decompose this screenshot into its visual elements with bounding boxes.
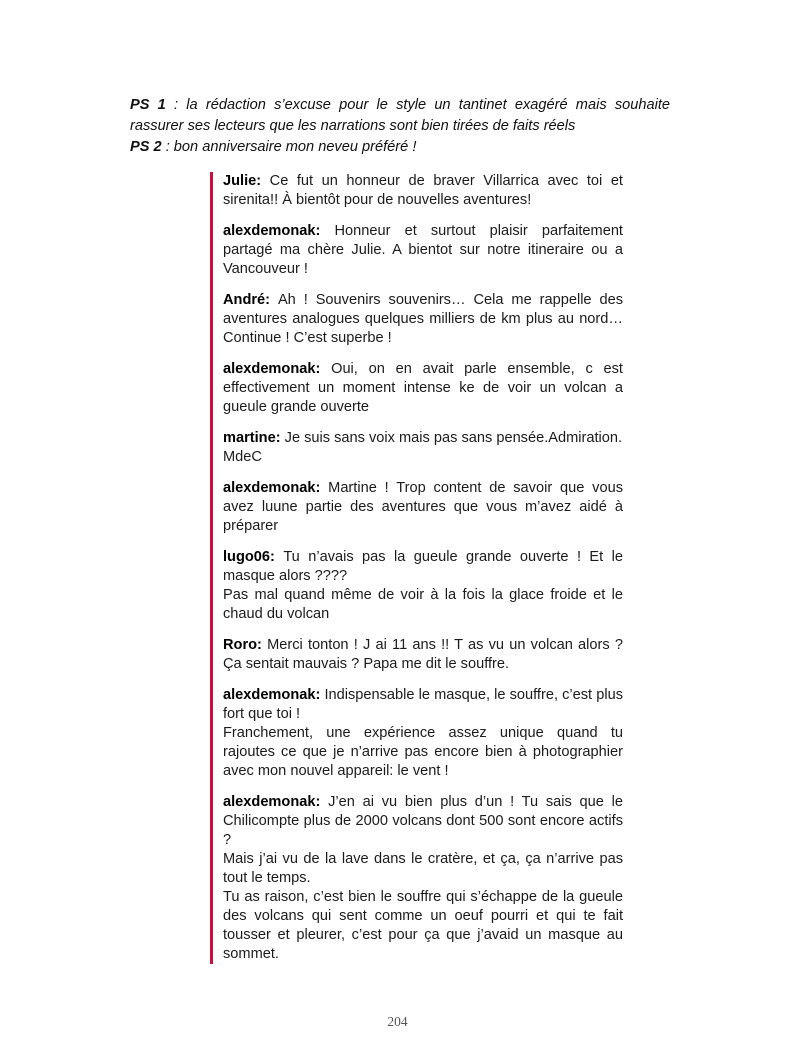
comment-text: Tu as raison, c’est bien le souffre qui s’échappe de la gueule des volcans qui sent comme un oeuf pourri et qui te fait tousser et pleurer, c’est pour ça que j’avaid un masque au sommet. — [223, 889, 623, 962]
comment — [223, 548, 623, 624]
comment — [223, 291, 623, 348]
comment-text: Franchement, une expérience assez unique quand tu rajoutes ce que je n’arrive pas encore bien à photographier avec mon nouvel appareil: le vent ! — [223, 725, 623, 779]
comment-text: alexdemonak: Indispensable le masque, le souffre, c’est plus fort que toi ! — [223, 687, 623, 722]
comment-author: alexdemonak: — [223, 687, 325, 703]
comment — [223, 172, 623, 210]
comment-author: alexdemonak: — [223, 480, 329, 496]
comment-text: MdeC — [223, 449, 262, 465]
comments-list — [210, 172, 623, 964]
comment-text: alexdemonak: Honneur et surtout plaisir parfaitement partagé ma chère Julie. A bientot sur notre itineraire ou a Vancouveur ! — [223, 223, 623, 277]
comment-author: alexdemonak: — [223, 223, 335, 239]
comment-text: alexdemonak: Martine ! Trop content de savoir que vous avez luune partie des aventures que vous m’avez aidé à préparer — [223, 480, 623, 534]
page-number: 204 — [387, 1014, 408, 1029]
postscript-1-text: : la rédaction s’excuse pour le style un tantinet exagéré mais souhaite rassurer ses lecteurs que les narrations sont bien tirées de faits réels — [130, 97, 671, 134]
postscript-1-label: PS 1 — [130, 97, 166, 113]
comment-text: Mais j’ai vu de la lave dans le cratère, et ça, ça n’arrive pas tout le temps. — [223, 851, 623, 886]
comment-text: Julie: Ce fut un honneur de braver Villarrica avec toi et sirenita!! À bientôt pour de nouvelles aventures! — [223, 173, 623, 208]
comment-text: martine: Je suis sans voix mais pas sans pensée.Admiration. — [223, 430, 623, 446]
comment-author: Roro: — [223, 637, 268, 653]
comment-text: alexdemonak: Oui, on en avait parle ensemble, c est effectivement un moment intense ke de voir un volcan a gueule grande ouverte — [223, 361, 623, 415]
comment-text: Roro: Merci tonton ! J ai 11 ans !! T as vu un volcan alors ? Ça sentait mauvais ? Papa me dit le souffre. — [223, 637, 623, 672]
postscript-block — [130, 95, 670, 158]
postscript-2-text: : bon anniversaire mon neveu préféré ! — [161, 139, 417, 155]
comment — [223, 222, 623, 279]
comment-author: André: — [223, 292, 278, 308]
comment-author: Julie: — [223, 173, 270, 189]
comment — [223, 686, 623, 781]
comment — [223, 429, 623, 467]
comment-author: alexdemonak: — [223, 794, 329, 810]
comment-author: lugo06: — [223, 549, 284, 565]
postscript-2 — [130, 137, 670, 158]
comment — [223, 636, 623, 674]
comment-text: alexdemonak: J’en ai vu bien plus d’un ! Tu sais que le Chilicompte plus de 2000 volcans dont 500 sont encore actifs ? — [223, 794, 624, 848]
comment — [223, 360, 623, 417]
comment-text: Pas mal quand même de voir à la fois la glace froide et le chaud du volcan — [223, 587, 623, 622]
comment-text: André: Ah ! Souvenirs souvenirs… Cela me rappelle des aventures analogues quelques milliers de km plus au nord… Continue ! C’est superbe ! — [223, 292, 624, 346]
comment-author: alexdemonak: — [223, 361, 332, 377]
comment — [223, 479, 623, 536]
comment-text: lugo06: Tu n’avais pas la gueule grande ouverte ! Et le masque alors ???? — [223, 549, 623, 584]
comment-author: martine: — [223, 430, 285, 446]
postscript-1 — [130, 95, 670, 137]
postscript-2-label: PS 2 — [130, 139, 162, 155]
comment — [223, 793, 623, 964]
